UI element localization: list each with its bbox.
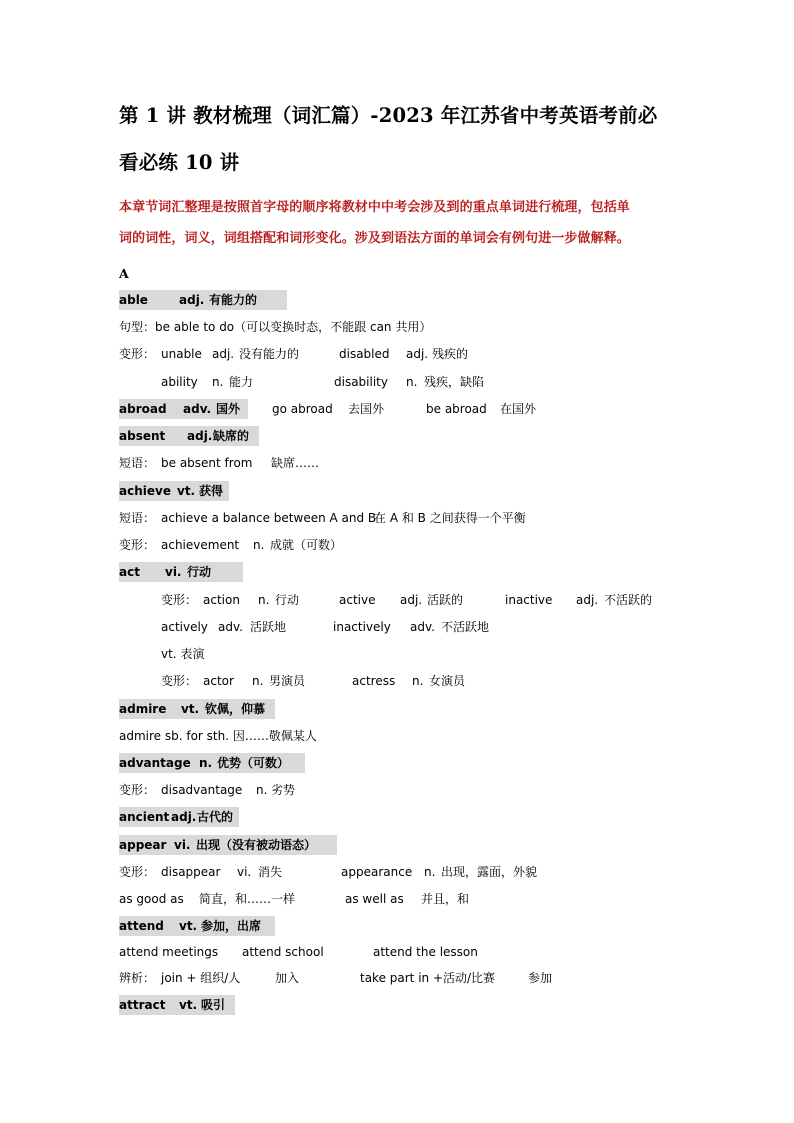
entry-achieve-forms: 变形： achievement n. 成就（可数）	[119, 538, 343, 552]
entry-appear-forms: 变形： disappear vi. 消失 appearance n. 出现，露面，外貌	[119, 865, 538, 879]
entry-attend-phrases: attend meetings attend school attend the lesson	[119, 945, 478, 959]
entry-advantage-forms: 变形： disadvantage n. 劣势	[119, 783, 296, 797]
entry-headword-bar: absent adj.缺席的	[119, 426, 259, 446]
intro-line-2: 词的词性，词义，词组搭配和词形变化。涉及到语法方面的单词会有例句进一步做解释。	[119, 231, 630, 246]
entry-attend	[119, 916, 275, 936]
entry-appear	[119, 835, 337, 855]
intro-paragraph	[119, 192, 679, 254]
entry-headword-bar: attend vt. 参加，出席	[119, 916, 275, 936]
entry-achieve	[119, 481, 229, 501]
entry-attend-note: 辨析： join + 组织/人 加入 take part in +活动/比赛 参加	[119, 971, 553, 985]
entry-act-forms-1: 变形： action n. 行动 active adj. 活跃的 inactive adj. 不活跃的	[161, 593, 653, 607]
entry-abroad: abroad adv. 国外 go abroad 去国外 be abroad 在国外	[119, 399, 679, 419]
entry-act	[119, 562, 243, 582]
entry-admire-example: admire sb. for sth. 因……敬佩某人	[119, 729, 317, 743]
title-line-1: 第 1 讲 教材梳理（词汇篇）-2023 年江苏省中考英语考前必	[119, 104, 658, 127]
entry-achieve-phrase: 短语： achieve a balance between A and B 在 A 和 B 之间获得一个平衡	[119, 511, 526, 525]
entry-headword-bar: able adj. 有能力的	[119, 290, 287, 310]
entry-absent-phrase: 短语： be absent from 缺席……	[119, 456, 320, 470]
entry-as-phrases: as good as 简直，和……一样 as well as 并且，和	[119, 892, 470, 906]
entry-ancient	[119, 807, 239, 827]
entry-able-pattern: 句型：be able to do（可以变换时态，不能跟 can 共用）	[119, 320, 432, 334]
entry-act-vt: vt. 表演	[161, 647, 205, 661]
entry-headword-bar: advantage n. 优势（可数）	[119, 753, 305, 773]
entry-act-forms-2: actively adv. 活跃地 inactively adv. 不活跃地	[161, 620, 490, 634]
entry-headword-bar: admire vt. 钦佩，仰慕	[119, 699, 275, 719]
entry-able-forms-2: ability n. 能力 disability n. 残疾，缺陷	[161, 375, 485, 389]
intro-line-1: 本章节词汇整理是按照首字母的顺序将教材中中考会涉及到的重点单词进行梳理，包括单	[119, 200, 630, 215]
entry-able	[119, 290, 287, 310]
entry-headword-bar: abroad adv. 国外	[119, 399, 248, 419]
page-title	[119, 92, 719, 186]
entry-headword-bar: act vi. 行动	[119, 562, 243, 582]
entry-advantage	[119, 753, 305, 773]
entry-headword-bar: achieve vt. 获得	[119, 481, 229, 501]
entry-act-forms-3: 变形： actor n. 男演员 actress n. 女演员	[161, 674, 466, 688]
section-letter: A	[119, 266, 129, 281]
entry-headword-bar: ancient adj.古代的	[119, 807, 239, 827]
entry-absent	[119, 426, 259, 446]
title-line-2: 看必练 10 讲	[119, 151, 240, 174]
entry-headword-bar: attract vt. 吸引	[119, 995, 235, 1015]
entry-headword-bar: appear vi. 出现（没有被动语态）	[119, 835, 337, 855]
entry-attract	[119, 995, 235, 1015]
entry-admire	[119, 699, 275, 719]
entry-able-forms-1: 变形： unable adj. 没有能力的 disabled adj. 残疾的	[119, 347, 469, 361]
